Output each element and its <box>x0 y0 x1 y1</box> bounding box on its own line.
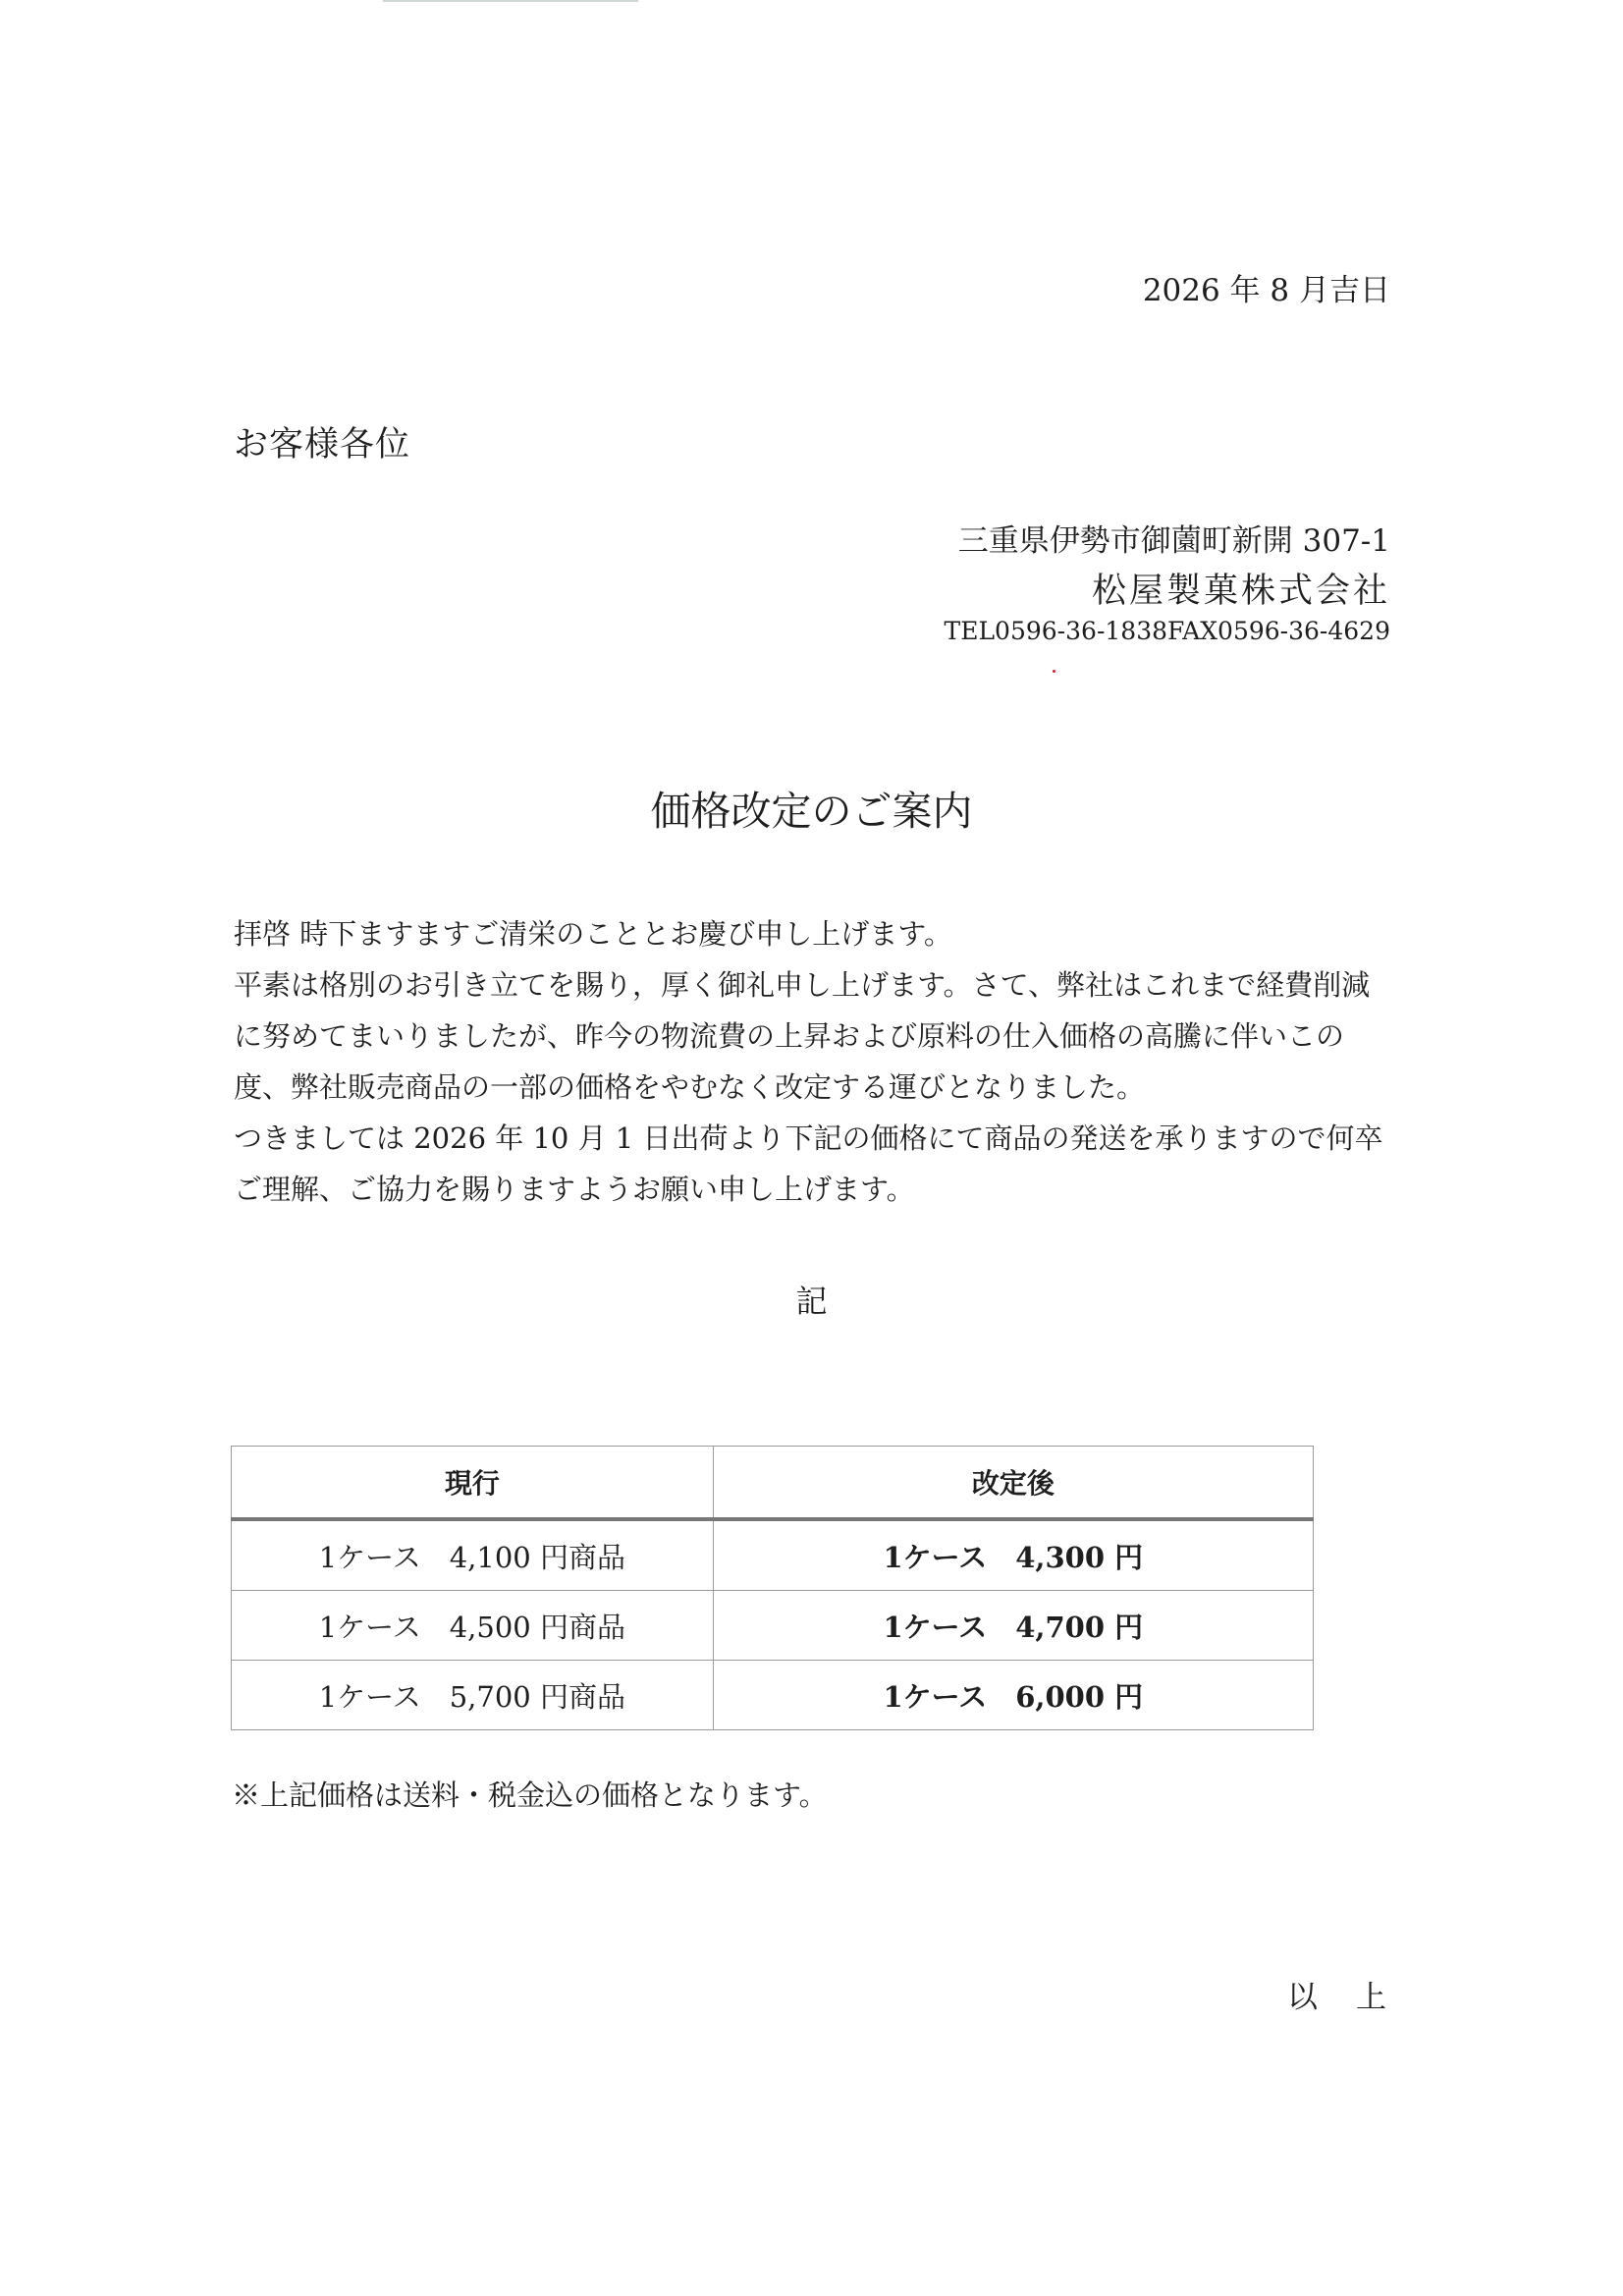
body-paragraph-request: つきましては 2026 年 10 月 1 日出荷より下記の価格にて商品の発送を承りますので何卒ご理解、ご協力を賜りますようお願い申し上げます。 <box>234 1121 1383 1206</box>
current-price-cell: 1ケース 5,700 円商品 <box>232 1661 714 1730</box>
table-header-row <box>232 1447 1314 1520</box>
header-revised: 改定後 <box>713 1447 1313 1520</box>
current-price-cell: 1ケース 4,500 円商品 <box>232 1591 714 1661</box>
revised-price-cell: 1ケース 4,300 円 <box>713 1519 1313 1591</box>
table-row <box>232 1519 1314 1591</box>
current-price-cell: 1ケース 4,100 円商品 <box>232 1519 714 1591</box>
scan-edge-mark <box>383 0 638 2</box>
closing-remark: 以 上 <box>1287 1980 1390 2015</box>
price-table <box>231 1446 1314 1730</box>
sender-contact: TEL0596-36-1838FAX0596-36-4629 <box>944 617 1390 645</box>
table-row <box>232 1591 1314 1661</box>
document-date: 2026 年 8 月吉日 <box>1142 273 1390 308</box>
addressee: お客様各位 <box>234 425 411 465</box>
table-row <box>232 1661 1314 1730</box>
red-mark <box>1053 670 1055 673</box>
sender-company: 松屋製菓株式会社 <box>1091 572 1390 611</box>
revised-price-cell: 1ケース 4,700 円 <box>713 1591 1313 1661</box>
revised-price-cell: 1ケース 6,000 円 <box>713 1661 1313 1730</box>
body-paragraph-greeting: 拝啓 時下ますますご清栄のこととお慶び申し上げます。 <box>234 917 952 951</box>
document-title: 価格改定のご案内 <box>650 788 973 835</box>
header-current: 現行 <box>232 1447 714 1520</box>
body-text <box>234 908 1392 1215</box>
ki-heading: 記 <box>795 1283 828 1320</box>
sender-address: 三重県伊勢市御薗町新開 307-1 <box>957 523 1390 559</box>
price-note: ※上記価格は送料・税金込の価格となります。 <box>232 1778 828 1812</box>
body-paragraph-reason: 平素は格別のお引き立てを賜り，厚く御礼申し上げます。さて、弊社はこれまで経費削減に努めてまいりましたが、昨今の物流費の上昇および原料の仕入価格の高騰に伴いこの度、弊社販売商品の一部の価格をやむなく改定する運びとなりました。 <box>234 968 1371 1104</box>
